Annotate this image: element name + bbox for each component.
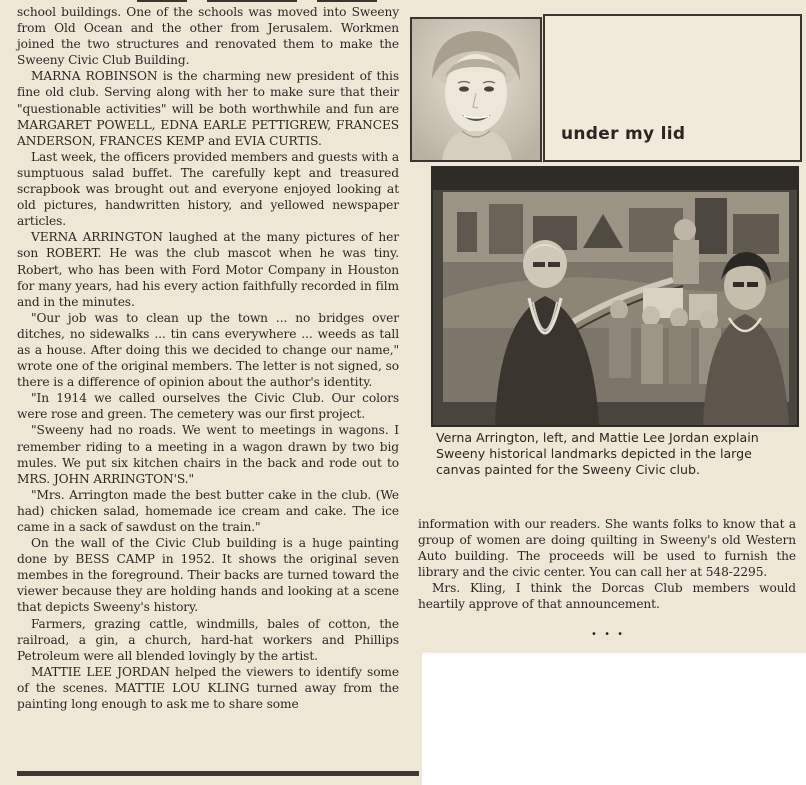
end-mark: • • • — [591, 629, 626, 640]
article-paragraph: On the wall of the Civic Club building is a huge painting done by BESS CAMP in 1952. It shows the original seven membes in the foreground. Their backs are turned toward the viewer because they are holding hands and looking at a scene that depicts Sweeny's history. — [17, 536, 399, 615]
bottom-rule — [17, 771, 419, 776]
article-paragraph: Last week, the officers provided members and guests with a sumptuous salad buffet. The carefully kept and treasured scrapbook was brought out and everyone enjoyed looking at old pictures, handwritten history, and yellowed newspaper articles. — [17, 149, 399, 229]
article-right-column — [418, 516, 796, 613]
article-paragraph: "Sweeny had no roads. We went to meetings in wagons. I remember riding to a meeting in a wagon drawn by two big mules. We put six kitchen chairs in the back and rode out to MRS. JOHN ARRINGTON'S." — [17, 423, 399, 486]
article-paragraph: "In 1914 we called ourselves the Civic Club. Our colors were rose and green. The cemetery was our first project. — [17, 391, 399, 422]
article-paragraph: MARNA ROBINSON is the charming new president of this fine old club. Serving along with her to make sure that their "questionable activities" will be both worthwhile and fun are MARGARET POWELL, EDNA EARLE PETTIGREW, FRANCES ANDERSON, FRANCES KEMP and EVIA CURTIS. — [17, 69, 399, 148]
article-paragraph: "Mrs. Arrington made the best butter cake in the club. (We had) chicken salad, homemade ice cream and cake. The ice came in a sack of sawdust on the train." — [17, 487, 399, 534]
article-paragraph: "Our job was to clean up the town ... no bridges over ditches, no sidewalks ... tin cans everywhere ... weeds as tall as a house. After doing this we decided to change our name," wrote one of the original members. The letter is not signed, so there is a difference of opinion about the author's identity. — [17, 310, 399, 390]
photo-caption: Verna Arrington, left, and Mattie Lee Jordan explain Sweeny historical landmarks depicted in the large canvas painted for the Sweeny Civic club. — [436, 430, 759, 477]
article-paragraph: MATTIE LEE JORDAN helped the viewers to identify some of the scenes. MATTIE LOU KLING turned away from the painting long enough to ask me to share some — [17, 664, 399, 712]
column-title: under my lid — [561, 124, 686, 144]
article-paragraph: information with our readers. She wants folks to know that a group of women are doing quilting in Sweeny's old Western Auto building. The proceeds will be used to furnish the library and the civic center. You can call her at 548-2295. — [418, 517, 796, 580]
columnist-portrait — [410, 17, 542, 162]
clipped-headline-remnant — [17, 0, 399, 3]
article-paragraph: Farmers, grazing cattle, windmills, bales of cotton, the railroad, a gin, a church, hard-hat workers and Phillips Petroleum were all blended lovingly by the artist. — [17, 616, 399, 663]
column-title-box — [543, 14, 802, 162]
article-paragraph: VERNA ARRINGTON laughed at the many pictures of her son ROBERT. He was the club mascot when he was tiny. Robert, who has been with Ford Motor Company in Houston for many years, had his every action faithfully recorded in film and in the minutes. — [17, 230, 399, 309]
mural-photo — [431, 166, 799, 427]
article-paragraph: Mrs. Kling, I think the Dorcas Club members would heartily approve of that announcement. — [418, 581, 796, 612]
article-left-column — [17, 4, 399, 712]
article-paragraph: school buildings. One of the schools was moved into Sweeny from Old Ocean and the other from Jerusalem. Workmen joined the two structures and renovated them to make the Sweeny Civic Club Building. — [17, 5, 399, 68]
